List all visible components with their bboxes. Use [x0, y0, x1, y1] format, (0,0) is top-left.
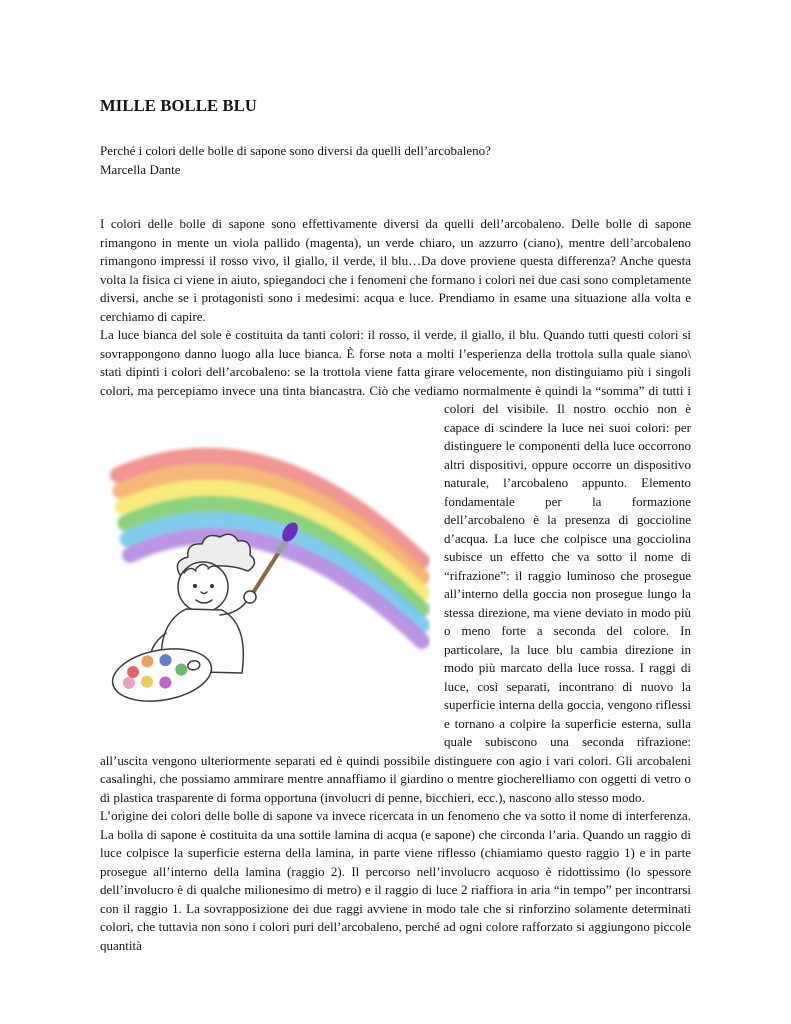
paragraph-2-continuation: capace di scindere la luce nei suoi colori: per distinguere le componenti della luce occorrono altri dispositivi, oppure occorre un dispositivo naturale, l’arcobaleno appunto. Elemento fondamentale per la formazione dell’arcobaleno è la presenza di goccioline d’acqua. La luce che colpisce una gocciolina subisce un effetto che va sotto il nome di “rifrazione”: il raggio luminoso che prosegue all’interno della goccia non prosegue lungo la stessa direzione, ma viene deviato in modo più o meno forte a seconda del colore. In particolare, la luce blu cambia direzione in modo più marcato della luce rossa. I raggi di luce, così separati, incontrano di nuovo la superficie interna della goccia, vengono riflessi e tornano a colpire la superficie esterna, sulla quale subiscono una seconda rifrazione: all’uscita vengono ulteriormente separati ed è quindi possibile distinguere con agio i vari colori. Gli arcobaleni casalinghi, che possiamo ammirare mentre annaffiamo il giardino o mentre giocherelliamo con oggetti di vetro o di plastica trasparente di forma opportuna (involucri di penne, bicchieri, ecc.), nascono allo stesso modo. [100, 419, 691, 805]
document-title: MILLE BOLLE BLU [100, 96, 258, 115]
rainbow-painter-art [100, 403, 430, 733]
figure-rainbow-painter [100, 403, 430, 733]
eye-left [193, 584, 197, 588]
author-name: Marcella Dante [100, 161, 181, 177]
paragraph-2 [100, 326, 691, 807]
article-body [100, 215, 691, 955]
rainbow-arcs-icon [118, 456, 422, 641]
hand [244, 591, 256, 603]
paragraph-3: L’origine dei colori delle bolle di sapone va invece ricercata in un fenomeno che va sotto il nome di interferenza. La bolla di sapone è costituita da una sottile lamina di acqua (e sapone) che circonda l’aria. Quando un raggio di luce colpisce la superficie esterna della lamina, in parte viene riflesso (chiamiamo questo raggio 1) e in parte prosegue all’interno della lamina (raggio 2). Il percorso nell’involucro acquoso è ridottissimo (lo spessore dell’involucro è di qualche milionesimo di metro) e il raggio di luce 2 riaffiora in aria “in tempo” per incontrarsi con il raggio 1. La sovrapposizione dei due raggi avviene in modo tale che si rinforzino solamente determinati colori, che tuttavia non sono i colori puri dell’arcobaleno, perché ad ogni colore rafforzato si aggiungono piccole quantità [100, 808, 691, 953]
eye-right [210, 584, 214, 588]
paragraph-2-lead: La luce bianca del sole è costituita da tanti colori: il rosso, il verde, il giallo, il blu. Quando tutti questi colori si sovrappongono danno luogo alla luce bianca. È forse nota a molti l’esperienza della trottola sulla quale siano\ stati dipinti i colori dell’arcobaleno: se la trottola viene fatta girare velocemente, non distinguiamo più i singoli colori, ma percepiamo invece una tinta biancastra. Ciò che vediamo normalmente è quindi la “somma” di tutti i colori del visibile. Il nostro occhio non è [100, 327, 691, 416]
document-subtitle: Perché i colori delle bolle di sapone sono diversi da quelli dell’arcobaleno? [100, 143, 491, 158]
paragraph-1: I colori delle bolle di sapone sono effettivamente diversi da quelli dell’arcobaleno. Delle bolle di sapone rimangono in mente un viola pallido (magenta), un verde chiaro, un azzurro (ciano), mentre dell’arcobaleno rimangono impressi il rosso vivo, il giallo, il verde, il blu…Da dove proviene questa differenza? Anche questa volta la fisica ci viene in aiuto, spiegandoci che i fenomeni che formano i colori nei due casi sono completamente diversi, anche se i protagonisti sono i medesimi: acqua e luce. Prendiamo in esame una situazione alla volta e cerchiamo di capire. [100, 216, 691, 324]
